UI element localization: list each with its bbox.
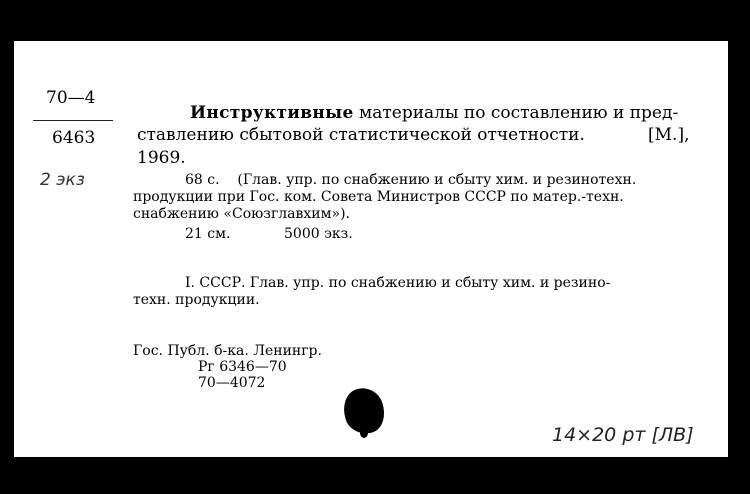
library-line-1: Гос. Публ. б-ка. Ленингр.: [133, 343, 322, 359]
title-year: 1969.: [137, 148, 186, 168]
call-number-rule: [33, 120, 113, 121]
handwritten-copies: 2 экз: [40, 170, 85, 190]
description-line-3: снабжению «Союзглавхим»).: [133, 206, 350, 222]
title-lead-word: Инструктивные: [190, 103, 354, 123]
title-line-1: [190, 102, 678, 124]
description-print-run: 5000 экз.: [284, 226, 353, 242]
description-line-1: 68 с. (Глав. упр. по снабжению и сбыту хим. и резинотехн.: [185, 172, 637, 188]
description-size: 21 см.: [185, 226, 231, 242]
call-number-top: 70—4: [46, 88, 96, 108]
title-line-1-rest: материалы по составлению и пред-: [353, 103, 679, 123]
subject-line-1: I. СССР. Глав. упр. по снабжению и сбыту хим. и резино-: [185, 275, 611, 291]
title-place: [М.],: [648, 125, 690, 145]
library-line-2: Рг 6346—70: [198, 359, 287, 375]
description-line-2: продукции при Гос. ком. Совета Министров СССР по матер.-техн.: [133, 189, 624, 205]
title-line-2: ставлению сбытовой статистической отчетности.: [137, 125, 585, 145]
library-line-3: 70—4072: [198, 375, 266, 391]
call-number-bottom: 6463: [52, 128, 96, 148]
ink-blot-drip: [360, 428, 368, 438]
subject-line-2: техн. продукции.: [133, 292, 260, 308]
handwritten-format-note: 14×20 рт [ЛВ]: [552, 424, 694, 446]
